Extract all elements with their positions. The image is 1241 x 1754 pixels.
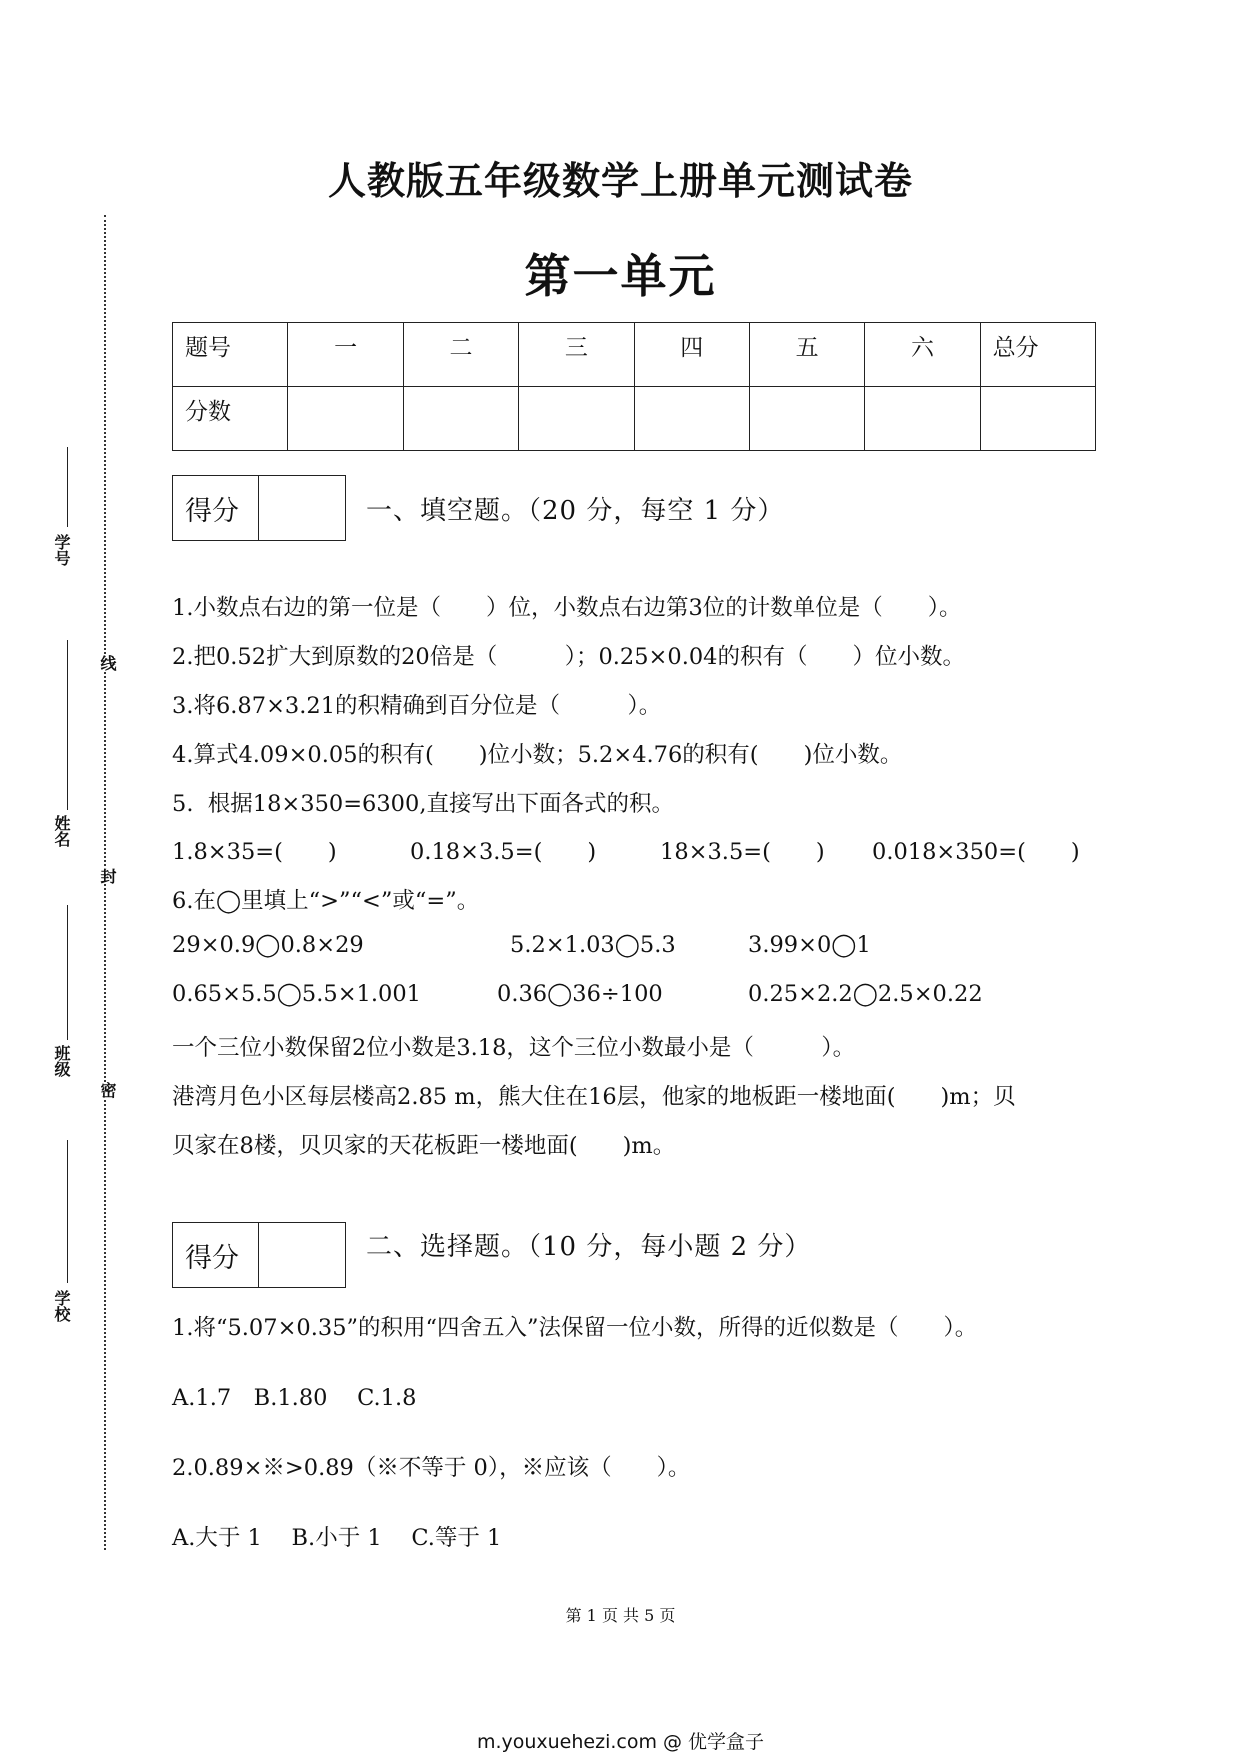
paper-title: 人教版五年级数学上册单元测试卷	[327, 158, 913, 203]
q6-item: 5.2×1.03◯5.3	[510, 932, 676, 958]
score-table-score-row	[173, 387, 1096, 451]
q6-item: 0.25×2.2◯2.5×0.22	[748, 981, 983, 1007]
q5-item: 18×3.5=( )	[660, 839, 825, 865]
name-underline	[67, 640, 68, 810]
question-line: 港湾月色小区每层楼高2.85 m，熊大住在16层，他家的地板距一楼地面( )m；贝	[172, 1084, 1016, 1110]
q5-item: 1.8×35=( )	[172, 839, 337, 865]
section2-title: 二、选择题。（10 分，每小题 2 分）	[366, 1232, 812, 1262]
score-cell[interactable]	[403, 387, 518, 451]
question-line: 2.0.89×※>0.89（※不等于 0），※应该（ ）。	[172, 1455, 691, 1481]
score-header-cell: 六	[865, 323, 980, 387]
question-options: A.大于 1 B.小于 1 C.等于 1	[172, 1525, 502, 1551]
score-header-cell: 题号	[173, 323, 288, 387]
q6-item: 29×0.9◯0.8×29	[172, 932, 364, 958]
score-cell[interactable]	[865, 387, 980, 451]
q6-intro: 6.在◯里填上“>”“<”或“=”。	[172, 888, 480, 914]
section1-score-label: 得分	[173, 476, 259, 540]
question-line: 2.把0.52扩大到原数的20倍是（ ）；0.25×0.04的积有（ ）位小数。	[172, 644, 965, 670]
question-line: 3.将6.87×3.21的积精确到百分位是（ ）。	[172, 693, 662, 719]
question-line: 1.将“5.07×0.35”的积用“四舍五入”法保留一位小数，所得的近似数是（ ）。	[172, 1315, 978, 1341]
section1-title: 一、填空题。（20 分，每空 1 分）	[366, 496, 785, 526]
q6-item: 0.65×5.5◯5.5×1.001	[172, 981, 421, 1007]
page-number: 第 1 页 共 5 页	[565, 1606, 676, 1625]
question-line: 4.算式4.09×0.05的积有( )位小数；5.2×4.76的积有( )位小数。	[172, 742, 903, 768]
seal-char-line: 线	[98, 655, 117, 671]
score-cell[interactable]	[634, 387, 749, 451]
score-header-cell: 三	[519, 323, 634, 387]
class-underline	[67, 905, 68, 1040]
student-id-underline	[67, 447, 68, 527]
question-line: 一个三位小数保留2位小数是3.18，这个三位小数最小是（ ）。	[172, 1035, 856, 1061]
score-header-cell: 五	[749, 323, 864, 387]
question-line: 贝家在8楼，贝贝家的天花板距一楼地面( )m。	[172, 1133, 676, 1159]
seal-char-secret: 密	[98, 1082, 117, 1098]
watermark: m.youxuehezi.com @ 优学盒子	[476, 1731, 765, 1753]
name-label: 姓名	[52, 815, 71, 847]
student-id-label: 学号	[52, 534, 71, 566]
score-header-cell: 一	[288, 323, 403, 387]
score-header-cell: 二	[403, 323, 518, 387]
score-header-cell: 四	[634, 323, 749, 387]
section1-score-blank[interactable]	[259, 476, 345, 540]
score-cell[interactable]	[519, 387, 634, 451]
score-cell[interactable]	[288, 387, 403, 451]
score-table-header-row	[173, 323, 1096, 387]
score-row-label: 分数	[173, 387, 288, 451]
school-label: 学校	[52, 1290, 71, 1322]
score-cell[interactable]	[749, 387, 864, 451]
section1-score-box	[172, 475, 346, 541]
q6-item: 0.36◯36÷100	[497, 981, 663, 1007]
unit-title: 第一单元	[524, 249, 717, 303]
question-options: A.1.7 B.1.80 C.1.8	[172, 1385, 417, 1411]
section2-score-box	[172, 1222, 346, 1288]
question-line: 5. 根据18×350=6300,直接写出下面各式的积。	[172, 791, 674, 817]
score-header-cell: 总分	[980, 323, 1095, 387]
section2-score-blank[interactable]	[259, 1223, 345, 1287]
q5-item: 0.18×3.5=( )	[410, 839, 597, 865]
question-line: 1.小数点右边的第一位是（ ）位，小数点右边第3位的计数单位是（ ）。	[172, 595, 962, 621]
q6-item: 3.99×0◯1	[748, 932, 871, 958]
score-table	[172, 322, 1096, 451]
class-label: 班级	[52, 1045, 71, 1077]
school-underline	[67, 1140, 68, 1283]
score-cell[interactable]	[980, 387, 1095, 451]
section2-score-label: 得分	[173, 1223, 259, 1287]
seal-char-seal: 封	[98, 868, 117, 884]
q5-item: 0.018×350=( )	[872, 839, 1080, 865]
